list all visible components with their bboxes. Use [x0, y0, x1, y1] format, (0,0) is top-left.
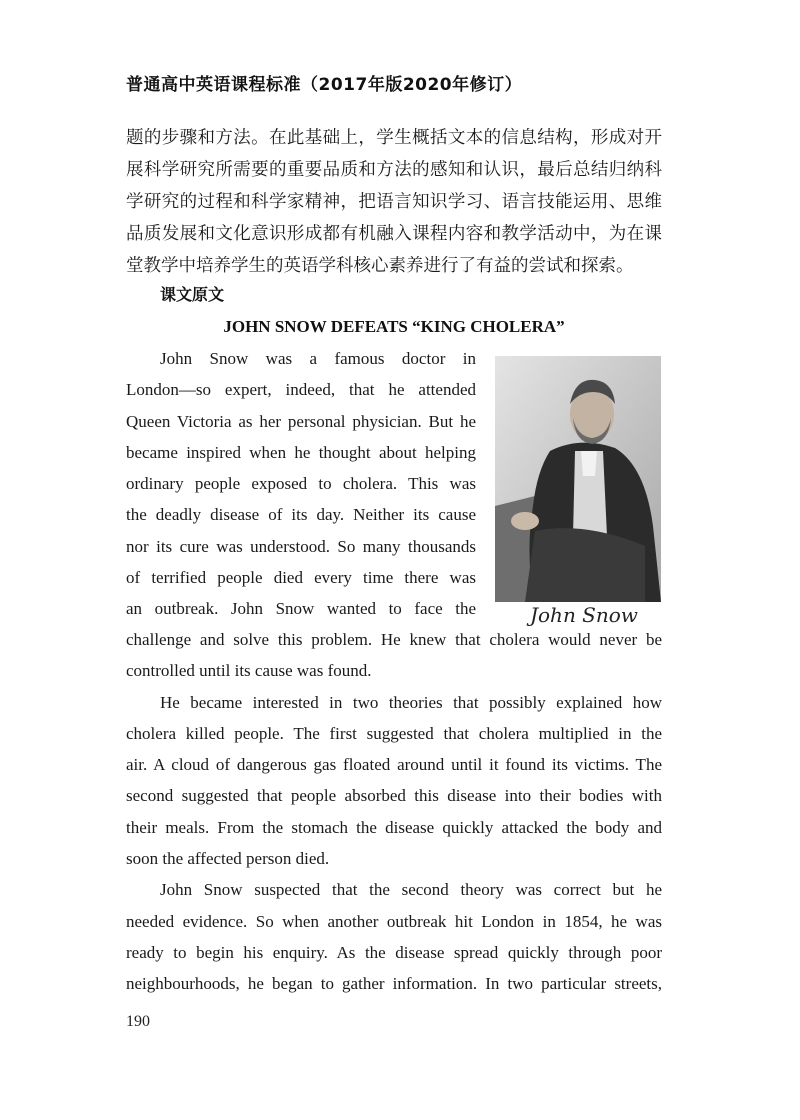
text-line: air. A cloud of dangerous gas floated around until it found its victims. The: [126, 755, 662, 775]
text-line: London—so expert, indeed, that he attended: [126, 380, 476, 400]
text-line: ready to begin his enquiry. As the disease spread quickly through poor: [126, 942, 662, 962]
text-line: John Snow was a famous doctor in: [160, 349, 476, 368]
text-line: nor its cure was understood. So many thousands: [126, 536, 476, 556]
text-line: became inspired when he thought about helping: [126, 442, 476, 462]
text-line: challenge and solve this problem. He knew that cholera would never be: [126, 630, 662, 649]
text-line: John Snow suspected that the second theory was correct but he: [160, 880, 662, 900]
article-title: JOHN SNOW DEFEATS “KING CHOLERA”: [223, 317, 565, 336]
text-line: their meals. From the stomach the disease quickly attacked the body and: [126, 817, 662, 837]
john-snow-portrait: [495, 356, 661, 602]
text-line: controlled until its cause was found.: [126, 661, 372, 681]
text-line: He became interested in two theories that possibly explained how: [160, 692, 662, 712]
text-line: Queen Victoria as her personal physician. But he: [126, 411, 476, 431]
text-line: soon the affected person died.: [126, 849, 330, 869]
text-line: the deadly disease of its day. Neither its cause: [126, 505, 476, 525]
text-line: of terrified people died every time there was: [126, 568, 476, 588]
text-line: cholera killed people. The first suggested that cholera multiplied in the: [126, 723, 662, 743]
text-line: an outbreak. John Snow wanted to face the: [126, 599, 476, 619]
article-body: [126, 624, 662, 1000]
text-line: ordinary people exposed to cholera. This was: [126, 474, 476, 494]
page-number: 190: [126, 1013, 150, 1030]
intro-paragraph: 题的步骤和方法。在此基础上，学生概括文本的信息结构，形成对开展科学研究所需要的重要品质和方法的感知和认识，最后总结归纳科学研究的过程和科学家精神，把语言知识学习、语言技能运用、思维品质发展和文化意识形成都有机融入课程内容和教学活动中，为在课堂教学中培养学生的英语学科核心素养进行了有益的尝试和探索。: [126, 128, 662, 276]
text-line: second suggested that people absorbed this disease into their bodies with: [126, 786, 662, 806]
section-label: 课文原文: [160, 285, 225, 304]
running-header: 普通高中英语课程标准（2017年版2020年修订）: [126, 75, 523, 95]
text-line: neighbourhoods, he began to gather information. In two particular streets,: [126, 974, 662, 994]
text-line: needed evidence. So when another outbreak hit London in 1854, he was: [126, 911, 662, 931]
signature-text: John Snow: [530, 603, 638, 627]
paragraph-1-narrow: [126, 343, 476, 625]
